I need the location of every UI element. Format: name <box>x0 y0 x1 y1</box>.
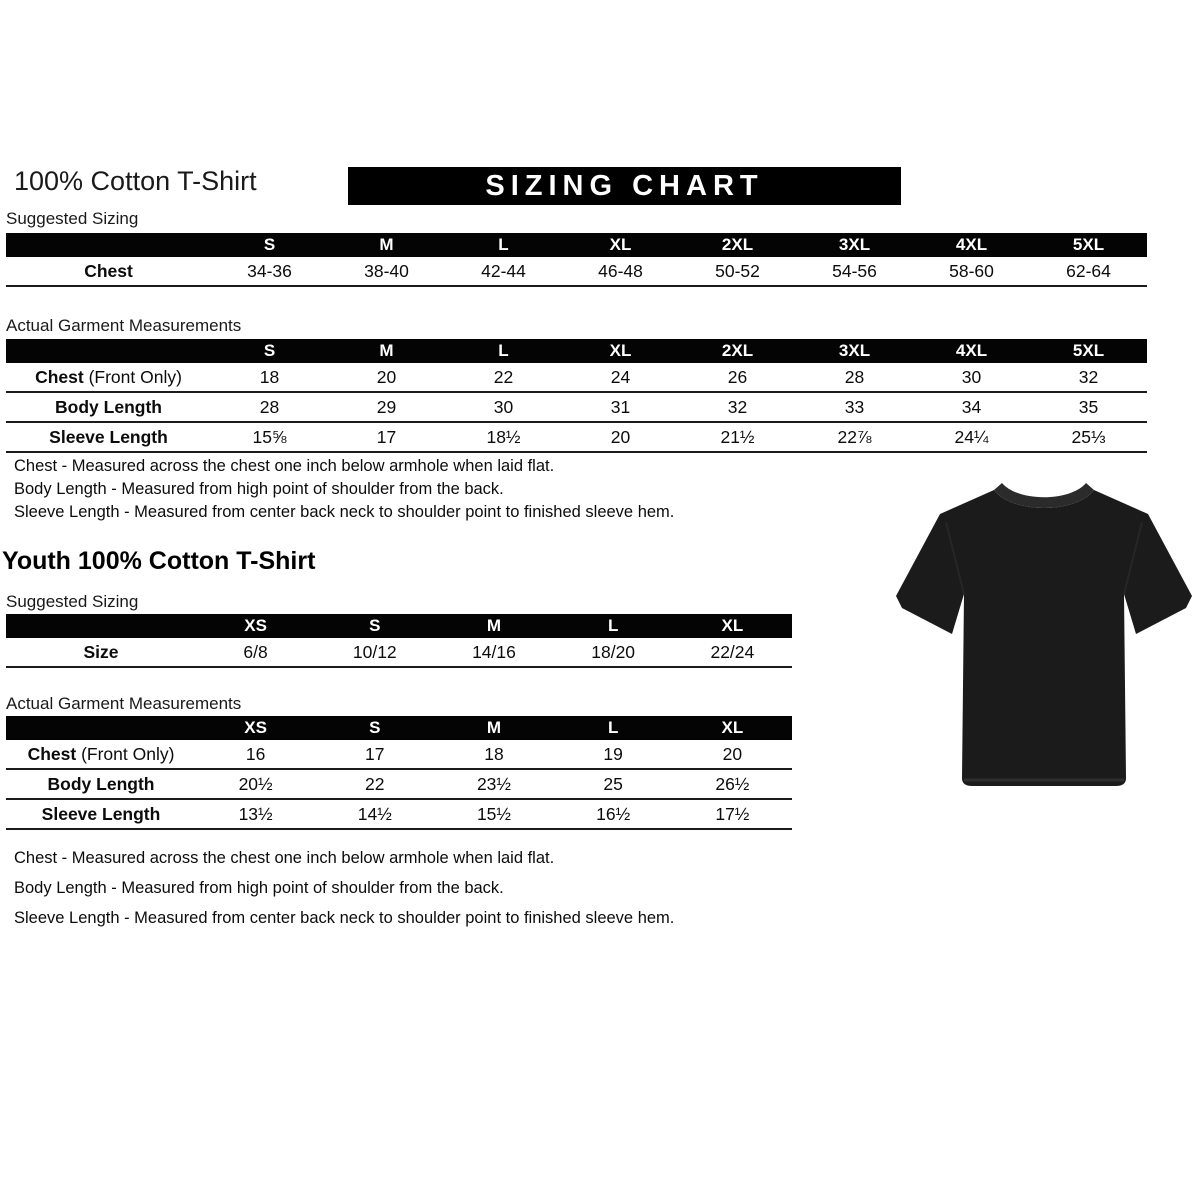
sizing-chart-banner: SIZING CHART <box>348 167 901 205</box>
note-line: Body Length - Measured from high point of shoulder from the back. <box>14 480 504 498</box>
row-label <box>6 740 196 769</box>
size-value-cell: 16½ <box>596 803 631 824</box>
size-value-cell: 28 <box>259 396 280 417</box>
size-column-header: S <box>315 716 434 740</box>
size-value-cell: 18/20 <box>591 641 636 662</box>
size-value-cell: 15⅝ <box>252 426 287 447</box>
adult-product-title: 100% Cotton T-Shirt <box>14 166 257 196</box>
size-value-cell: 46-48 <box>598 260 643 281</box>
size-value-cell: 22⅞ <box>837 426 872 447</box>
size-column-header: M <box>434 614 553 638</box>
table-row <box>6 769 792 799</box>
size-value-cell: 20½ <box>238 773 273 794</box>
row-label-text: Sleeve Length <box>49 426 168 447</box>
size-value-cell: 50-52 <box>715 260 760 281</box>
row-label-note: (Front Only) <box>76 743 175 764</box>
size-value-cell: 20 <box>610 426 631 447</box>
row-label <box>6 392 211 422</box>
size-value-cell: 17 <box>376 426 397 447</box>
row-label <box>6 257 211 286</box>
row-label-text: Chest <box>84 260 133 281</box>
size-value-cell: 22 <box>365 773 385 794</box>
size-value-cell: 20 <box>722 743 743 764</box>
table-row <box>6 392 1147 422</box>
row-label-note: (Front Only) <box>83 366 182 387</box>
size-value-cell: 24¼ <box>954 426 989 447</box>
tshirt-image <box>890 474 1200 809</box>
size-column-header: M <box>328 339 445 363</box>
size-column-header: 2XL <box>679 339 796 363</box>
row-label <box>6 799 196 829</box>
size-value-cell: 24 <box>610 366 631 387</box>
header-row <box>6 614 792 638</box>
note-line: Body Length - Measured from high point of shoulder from the back. <box>14 879 504 897</box>
size-value-cell: 31 <box>610 396 631 417</box>
size-value-cell: 33 <box>844 396 865 417</box>
size-value-cell: 28 <box>844 366 865 387</box>
table-row <box>6 422 1147 452</box>
youth-actual-measurements-table <box>6 716 792 830</box>
size-value-cell: 34-36 <box>247 260 292 281</box>
size-value-cell: 26½ <box>715 773 750 794</box>
size-value-cell: 10/12 <box>352 641 397 662</box>
adult-suggested-sizing-table <box>6 233 1147 287</box>
size-value-cell: 14½ <box>357 803 392 824</box>
size-value-cell: 17 <box>365 743 385 764</box>
size-column-header: 4XL <box>913 339 1030 363</box>
youth-suggested-sizing-label: Suggested Sizing <box>6 592 139 611</box>
tshirt-body-shape <box>896 490 1192 786</box>
row-label <box>6 638 196 667</box>
size-value-cell: 62-64 <box>1066 260 1111 281</box>
size-value-cell: 18½ <box>486 426 521 447</box>
size-value-cell: 20 <box>376 366 397 387</box>
table-row <box>6 740 792 769</box>
size-column-header: XL <box>562 233 679 257</box>
table-row <box>6 257 1147 286</box>
youth-suggested-sizing-table <box>6 614 792 668</box>
size-value-cell: 30 <box>493 396 514 417</box>
size-value-cell: 22/24 <box>710 641 755 662</box>
note-line: Chest - Measured across the chest one inch below armhole when laid flat. <box>14 849 555 867</box>
note-line: Sleeve Length - Measured from center back neck to shoulder point to finished sleeve hem. <box>14 909 675 927</box>
size-column-header: 4XL <box>913 233 1030 257</box>
adult-actual-measurements-table <box>6 339 1147 453</box>
size-value-cell: 19 <box>603 743 623 764</box>
size-column-header: 3XL <box>796 233 913 257</box>
size-value-cell: 25 <box>603 773 623 794</box>
size-value-cell: 32 <box>727 396 748 417</box>
size-value-cell: 13½ <box>238 803 273 824</box>
size-column-header: XL <box>673 614 792 638</box>
size-column-header: L <box>445 233 562 257</box>
size-value-cell: 38-40 <box>364 260 409 281</box>
size-value-cell: 16 <box>245 743 266 764</box>
size-value-cell: 18 <box>484 743 504 764</box>
size-column-header: 5XL <box>1030 233 1147 257</box>
header-row <box>6 339 1147 363</box>
size-column-header: S <box>211 339 328 363</box>
row-label <box>6 769 196 799</box>
size-value-cell: 34 <box>961 396 982 417</box>
size-value-cell: 58-60 <box>949 260 994 281</box>
youth-actual-measurements-label: Actual Garment Measurements <box>6 694 242 713</box>
size-column-header: XS <box>196 614 315 638</box>
row-label-text: Body Length <box>55 396 162 417</box>
size-column-header: 2XL <box>679 233 796 257</box>
size-column-header: 5XL <box>1030 339 1147 363</box>
row-label-text: Size <box>83 641 119 662</box>
table-row <box>6 799 792 829</box>
header-row <box>6 233 1147 257</box>
size-value-cell: 17½ <box>715 803 750 824</box>
adult-measurement-notes <box>14 455 674 524</box>
blank-header-cell <box>6 716 196 740</box>
note-line: Sleeve Length - Measured from center back neck to shoulder point to finished sleeve hem. <box>14 503 675 521</box>
size-value-cell: 42-44 <box>481 260 526 281</box>
row-label-text: Sleeve Length <box>41 803 161 824</box>
blank-header-cell <box>6 614 196 638</box>
table-row <box>6 638 792 667</box>
blank-header-cell <box>6 339 211 363</box>
row-label <box>6 363 211 392</box>
youth-measurement-notes <box>14 843 674 933</box>
size-column-header: L <box>445 339 562 363</box>
youth-product-title: Youth 100% Cotton T-Shirt <box>2 547 316 575</box>
table-row <box>6 363 1147 392</box>
size-value-cell: 23½ <box>476 773 511 794</box>
blank-header-cell <box>6 233 211 257</box>
size-value-cell: 14/16 <box>472 641 516 662</box>
size-value-cell: 22 <box>493 366 514 387</box>
adult-suggested-sizing-label: Suggested Sizing <box>6 209 139 228</box>
size-value-cell: 54-56 <box>832 260 877 281</box>
note-line: Chest - Measured across the chest one inch below armhole when laid flat. <box>14 457 555 475</box>
size-value-cell: 25⅓ <box>1071 426 1106 447</box>
size-value-cell: 6/8 <box>243 641 268 662</box>
size-value-cell: 29 <box>376 396 397 417</box>
size-column-header: L <box>554 614 673 638</box>
size-column-header: XS <box>196 716 315 740</box>
size-value-cell: 18 <box>259 366 280 387</box>
size-column-header: M <box>328 233 445 257</box>
row-label-text: Chest <box>35 366 84 387</box>
size-column-header: XL <box>562 339 679 363</box>
header-row <box>6 716 792 740</box>
row-label <box>6 422 211 452</box>
size-value-cell: 26 <box>727 366 748 387</box>
row-label-text: Chest <box>27 743 77 764</box>
size-value-cell: 15½ <box>476 803 511 824</box>
size-value-cell: 21½ <box>720 426 755 447</box>
size-column-header: 3XL <box>796 339 913 363</box>
row-label-text: Body Length <box>47 773 155 794</box>
size-value-cell: 30 <box>961 366 982 387</box>
size-column-header: S <box>315 614 434 638</box>
size-column-header: L <box>554 716 673 740</box>
size-column-header: S <box>211 233 328 257</box>
adult-actual-measurements-label: Actual Garment Measurements <box>6 316 242 335</box>
size-column-header: XL <box>673 716 792 740</box>
size-value-cell: 35 <box>1078 396 1099 417</box>
size-value-cell: 32 <box>1078 366 1099 387</box>
size-column-header: M <box>434 716 553 740</box>
